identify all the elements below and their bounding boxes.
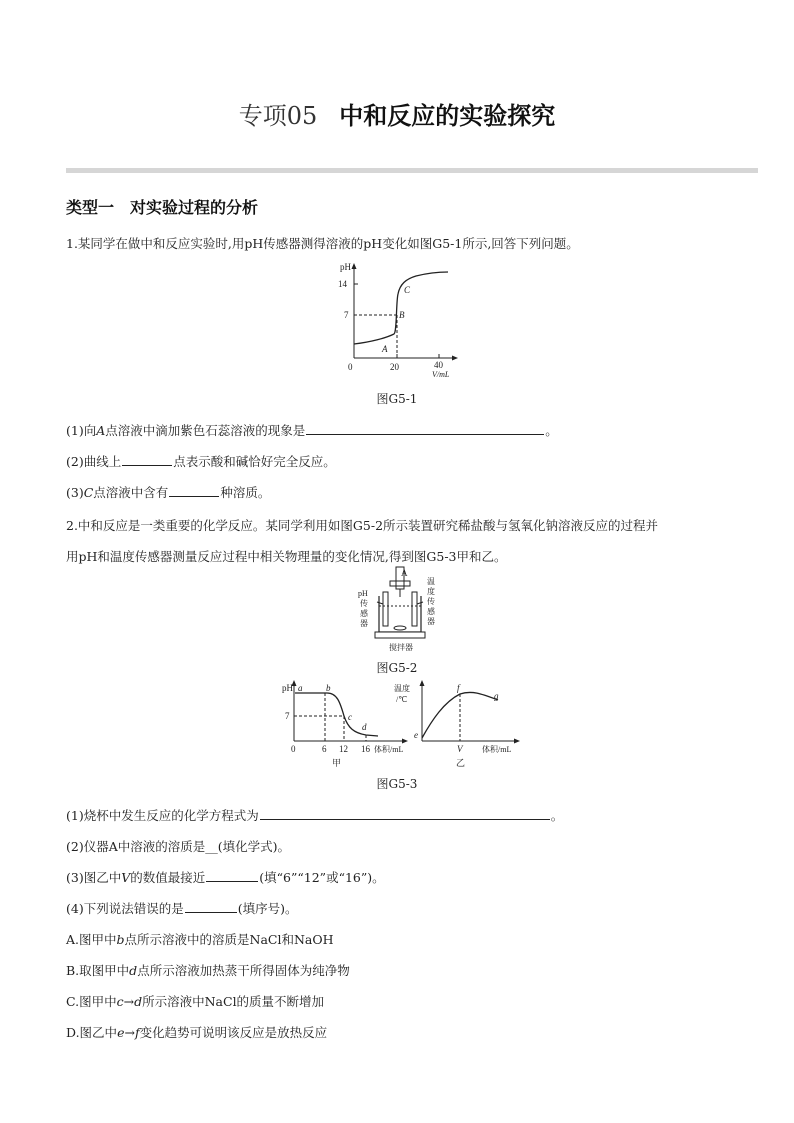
title-prefix: 专项05 bbox=[238, 102, 318, 130]
g51-x-tick-0: 0 bbox=[348, 362, 353, 372]
temp-sensor-label-3: 传 bbox=[427, 597, 435, 606]
answer-blank[interactable] bbox=[185, 900, 237, 913]
answer-blank[interactable] bbox=[260, 807, 550, 820]
q1-part-1: (1)向A点溶液中滴加紫色石蕊溶液的现象是 。 bbox=[66, 423, 558, 438]
jia-x-tick-0: 0 bbox=[291, 744, 296, 754]
yi-point-f: f bbox=[457, 683, 460, 693]
jia-x-tick-6: 6 bbox=[322, 744, 327, 754]
stirrer-label: 搅拌器 bbox=[389, 643, 413, 652]
jia-subcaption: 甲 bbox=[332, 758, 342, 768]
figure-g5-2 bbox=[355, 566, 445, 654]
q2-part-1: (1)烧杯中发生反应的化学方程式为 。 bbox=[66, 808, 564, 823]
yi-x-label: 体积/mL bbox=[482, 745, 512, 754]
title-divider bbox=[66, 168, 758, 173]
yi-point-g: g bbox=[494, 691, 499, 701]
jia-x-label: 体积/mL bbox=[374, 745, 404, 754]
jia-point-a: a bbox=[298, 683, 303, 693]
option-c: C.图甲中c→d所示溶液中NaCl的质量不断增加 bbox=[66, 994, 325, 1009]
section-heading: 类型一 对实验过程的分析 bbox=[66, 198, 259, 217]
g51-x-label: V/mL bbox=[432, 370, 450, 379]
figure-g5-2-caption: 图G5-2 bbox=[376, 661, 418, 675]
g51-y-tick-7: 7 bbox=[344, 310, 349, 320]
figure-g5-3-jia bbox=[282, 680, 412, 770]
title-main: 中和反应的实验探究 bbox=[339, 102, 556, 130]
figure-g5-1-caption: 图G5-1 bbox=[376, 392, 418, 406]
yi-y-label-1: 温度 bbox=[394, 684, 410, 693]
temp-sensor-label-4: 感 bbox=[427, 607, 435, 616]
answer-blank[interactable] bbox=[206, 869, 258, 882]
figure-g5-3-caption: 图G5-3 bbox=[376, 777, 418, 791]
jia-point-b: b bbox=[326, 683, 331, 693]
q2-part-2: (2)仪器A中溶液的溶质是__(填化学式)。 bbox=[66, 839, 290, 854]
temp-sensor-label-5: 器 bbox=[427, 617, 435, 626]
yi-y-label-2: /℃ bbox=[396, 695, 408, 704]
yi-point-e: e bbox=[414, 730, 418, 740]
option-d: D.图乙中e→f变化趋势可说明该反应是放热反应 bbox=[66, 1025, 328, 1040]
jia-point-d: d bbox=[362, 722, 367, 732]
g51-x-tick-40: 40 bbox=[434, 360, 443, 370]
ph-sensor-label-1: pH bbox=[358, 589, 368, 598]
g51-y-tick-14: 14 bbox=[338, 279, 347, 289]
option-b: B.取图甲中d点所示溶液加热蒸干所得固体为纯净物 bbox=[66, 963, 350, 978]
ph-sensor-label-3: 感 bbox=[360, 609, 368, 618]
q1-part-3: (3)C点溶液中含有 种溶质。 bbox=[66, 485, 271, 500]
ph-sensor-label-2: 传 bbox=[360, 599, 368, 608]
temp-sensor-label-1: 温 bbox=[427, 577, 435, 586]
q2-part-3: (3)图乙中V的数值最接近 (填“6”“12”或“16”)。 bbox=[66, 870, 385, 885]
jia-y-label: pH bbox=[282, 683, 293, 693]
figure-g5-1 bbox=[336, 262, 466, 380]
jia-x-tick-12: 12 bbox=[339, 744, 348, 754]
yi-subcaption: 乙 bbox=[456, 758, 466, 768]
answer-blank[interactable] bbox=[306, 422, 544, 435]
g51-point-c: C bbox=[404, 285, 411, 295]
option-a: A.图甲中b点所示溶液中的溶质是NaCl和NaOH bbox=[66, 932, 334, 947]
q1-part-2: (2)曲线上 点表示酸和碱恰好完全反应。 bbox=[66, 454, 336, 469]
ph-sensor-label-4: 器 bbox=[360, 619, 368, 628]
jia-point-c: c bbox=[348, 712, 352, 722]
answer-blank[interactable] bbox=[169, 484, 219, 497]
temp-sensor-label-2: 度 bbox=[427, 587, 435, 596]
g51-y-label: pH bbox=[340, 262, 351, 272]
figure-g5-3-yi bbox=[394, 680, 522, 770]
q2-stem-line-2: 用pH和温度传感器测量反应过程中相关物理量的变化情况,得到图G5-3甲和乙。 bbox=[66, 549, 507, 564]
q1-stem: 1.某同学在做中和反应实验时,用pH传感器测得溶液的pH变化如图G5-1所示,回答下列问题。 bbox=[66, 236, 579, 251]
jia-y-tick-7: 7 bbox=[285, 711, 290, 721]
label-a: A bbox=[401, 568, 408, 578]
g51-x-tick-20: 20 bbox=[390, 362, 399, 372]
g51-point-a: A bbox=[382, 344, 388, 354]
page-title bbox=[0, 96, 794, 131]
g51-point-b: B bbox=[399, 310, 405, 320]
q2-part-4: (4)下列说法错误的是 (填序号)。 bbox=[66, 901, 298, 916]
jia-x-tick-16: 16 bbox=[361, 744, 370, 754]
q2-stem-line-1: 2.中和反应是一类重要的化学反应。某同学利用如图G5-2所示装置研究稀盐酸与氢氧化钠溶液反应的过程并 bbox=[66, 518, 659, 533]
yi-x-tick-v: V bbox=[457, 744, 463, 754]
answer-blank[interactable] bbox=[122, 453, 172, 466]
